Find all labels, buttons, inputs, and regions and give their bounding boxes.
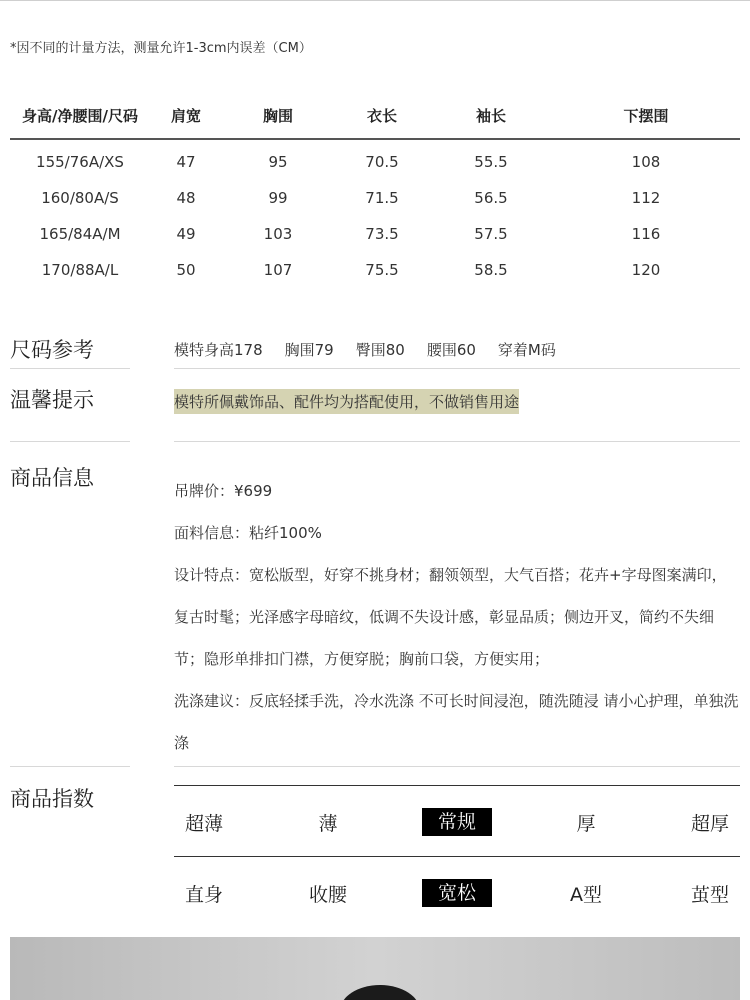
fit-option: 宽松 xyxy=(422,879,492,907)
divider xyxy=(10,368,130,369)
size-table-header-row xyxy=(10,92,740,139)
divider xyxy=(10,441,130,442)
model-waist: 腰围60 xyxy=(426,341,476,359)
cell-hem: 112 xyxy=(631,189,661,207)
cell-chest: 103 xyxy=(263,225,293,243)
cell-shoulder: 49 xyxy=(176,225,196,243)
size-ref-label: 尺码参考 xyxy=(10,338,94,362)
cell-sleeve: 57.5 xyxy=(474,225,508,243)
table-row xyxy=(10,252,740,288)
cell-size: 155/76A/XS xyxy=(36,153,124,171)
cell-length: 70.5 xyxy=(365,153,399,171)
thickness-option: 厚 xyxy=(576,812,596,835)
product-index-label: 商品指数 xyxy=(10,787,94,811)
cell-shoulder: 50 xyxy=(176,261,196,279)
fit-option: 茧型 xyxy=(690,883,729,906)
size-ref-values xyxy=(174,339,578,360)
cell-length: 73.5 xyxy=(365,225,399,243)
fit-index xyxy=(174,877,740,909)
divider xyxy=(174,441,740,442)
divider xyxy=(174,766,740,767)
model-hip: 臀围80 xyxy=(355,341,405,359)
thickness-option: 超薄 xyxy=(184,812,223,835)
design-features: 设计特点：宽松版型，好穿不挑身材；翻领领型，大气百搭；花卉+字母图案满印，复古时髦；光泽感字母暗纹，低调不失设计感，彰显品质；侧边开叉，简约不失细节；隐形单排扣门襟，方便穿脱；胸前口袋，方便实用； xyxy=(174,566,727,668)
product-info-text xyxy=(174,470,740,764)
washing-advice: 洗涤建议：反底轻揉手洗，冷水洗涤 不可长时间浸泡，随洗随浸 请小心护理，单独洗涤 xyxy=(174,692,739,752)
cell-hem: 116 xyxy=(631,225,661,243)
cell-length: 71.5 xyxy=(365,189,399,207)
cell-chest: 107 xyxy=(263,261,293,279)
header-hem: 下摆围 xyxy=(552,92,740,139)
thickness-option: 常规 xyxy=(422,808,492,836)
table-row xyxy=(10,216,740,252)
model-chest: 胸围79 xyxy=(284,341,334,359)
product-photo-image xyxy=(10,937,740,1000)
fit-option: 收腰 xyxy=(308,883,347,906)
table-row xyxy=(10,180,740,216)
header-size: 身高/净腰围/尺码 xyxy=(10,92,150,139)
fabric-info: 面料信息：粘纤100% xyxy=(174,524,322,542)
cell-length: 75.5 xyxy=(365,261,399,279)
fit-option: 直身 xyxy=(184,883,223,906)
header-length: 衣长 xyxy=(334,92,430,139)
size-table xyxy=(10,92,740,288)
measurement-note: *因不同的计量方法，测量允许1-3cm内误差（CM） xyxy=(10,41,312,56)
fit-option: A型 xyxy=(570,883,602,906)
header-sleeve: 袖长 xyxy=(430,92,552,139)
cell-size: 170/88A/L xyxy=(41,261,119,279)
cell-sleeve: 55.5 xyxy=(474,153,508,171)
divider xyxy=(174,368,740,369)
cell-size: 160/80A/S xyxy=(41,189,119,207)
top-divider xyxy=(0,0,750,1)
product-photo xyxy=(10,937,740,1000)
thickness-option: 超厚 xyxy=(690,812,729,835)
cell-shoulder: 48 xyxy=(176,189,196,207)
divider xyxy=(10,766,130,767)
index-top-line xyxy=(174,785,740,786)
cell-chest: 95 xyxy=(268,153,288,171)
cell-sleeve: 56.5 xyxy=(474,189,508,207)
cell-hem: 108 xyxy=(631,153,661,171)
cell-shoulder: 47 xyxy=(176,153,196,171)
cell-sleeve: 58.5 xyxy=(474,261,508,279)
table-row xyxy=(10,139,740,180)
tip-label: 温馨提示 xyxy=(10,388,94,412)
tip-text: 模特所佩戴饰品、配件均为搭配使用，不做销售用途 xyxy=(174,389,519,414)
index-mid-line xyxy=(174,856,740,857)
header-shoulder: 肩宽 xyxy=(150,92,222,139)
cell-size: 165/84A/M xyxy=(39,225,121,243)
cell-chest: 99 xyxy=(268,189,288,207)
product-info-label: 商品信息 xyxy=(10,466,94,490)
model-size-worn: 穿着M码 xyxy=(497,341,556,359)
model-height: 模特身高178 xyxy=(174,341,263,359)
tag-price: 吊牌价：¥699 xyxy=(174,482,273,500)
thickness-option: 薄 xyxy=(318,812,338,835)
thickness-index xyxy=(174,806,740,838)
header-chest: 胸围 xyxy=(222,92,334,139)
cell-hem: 120 xyxy=(631,261,661,279)
